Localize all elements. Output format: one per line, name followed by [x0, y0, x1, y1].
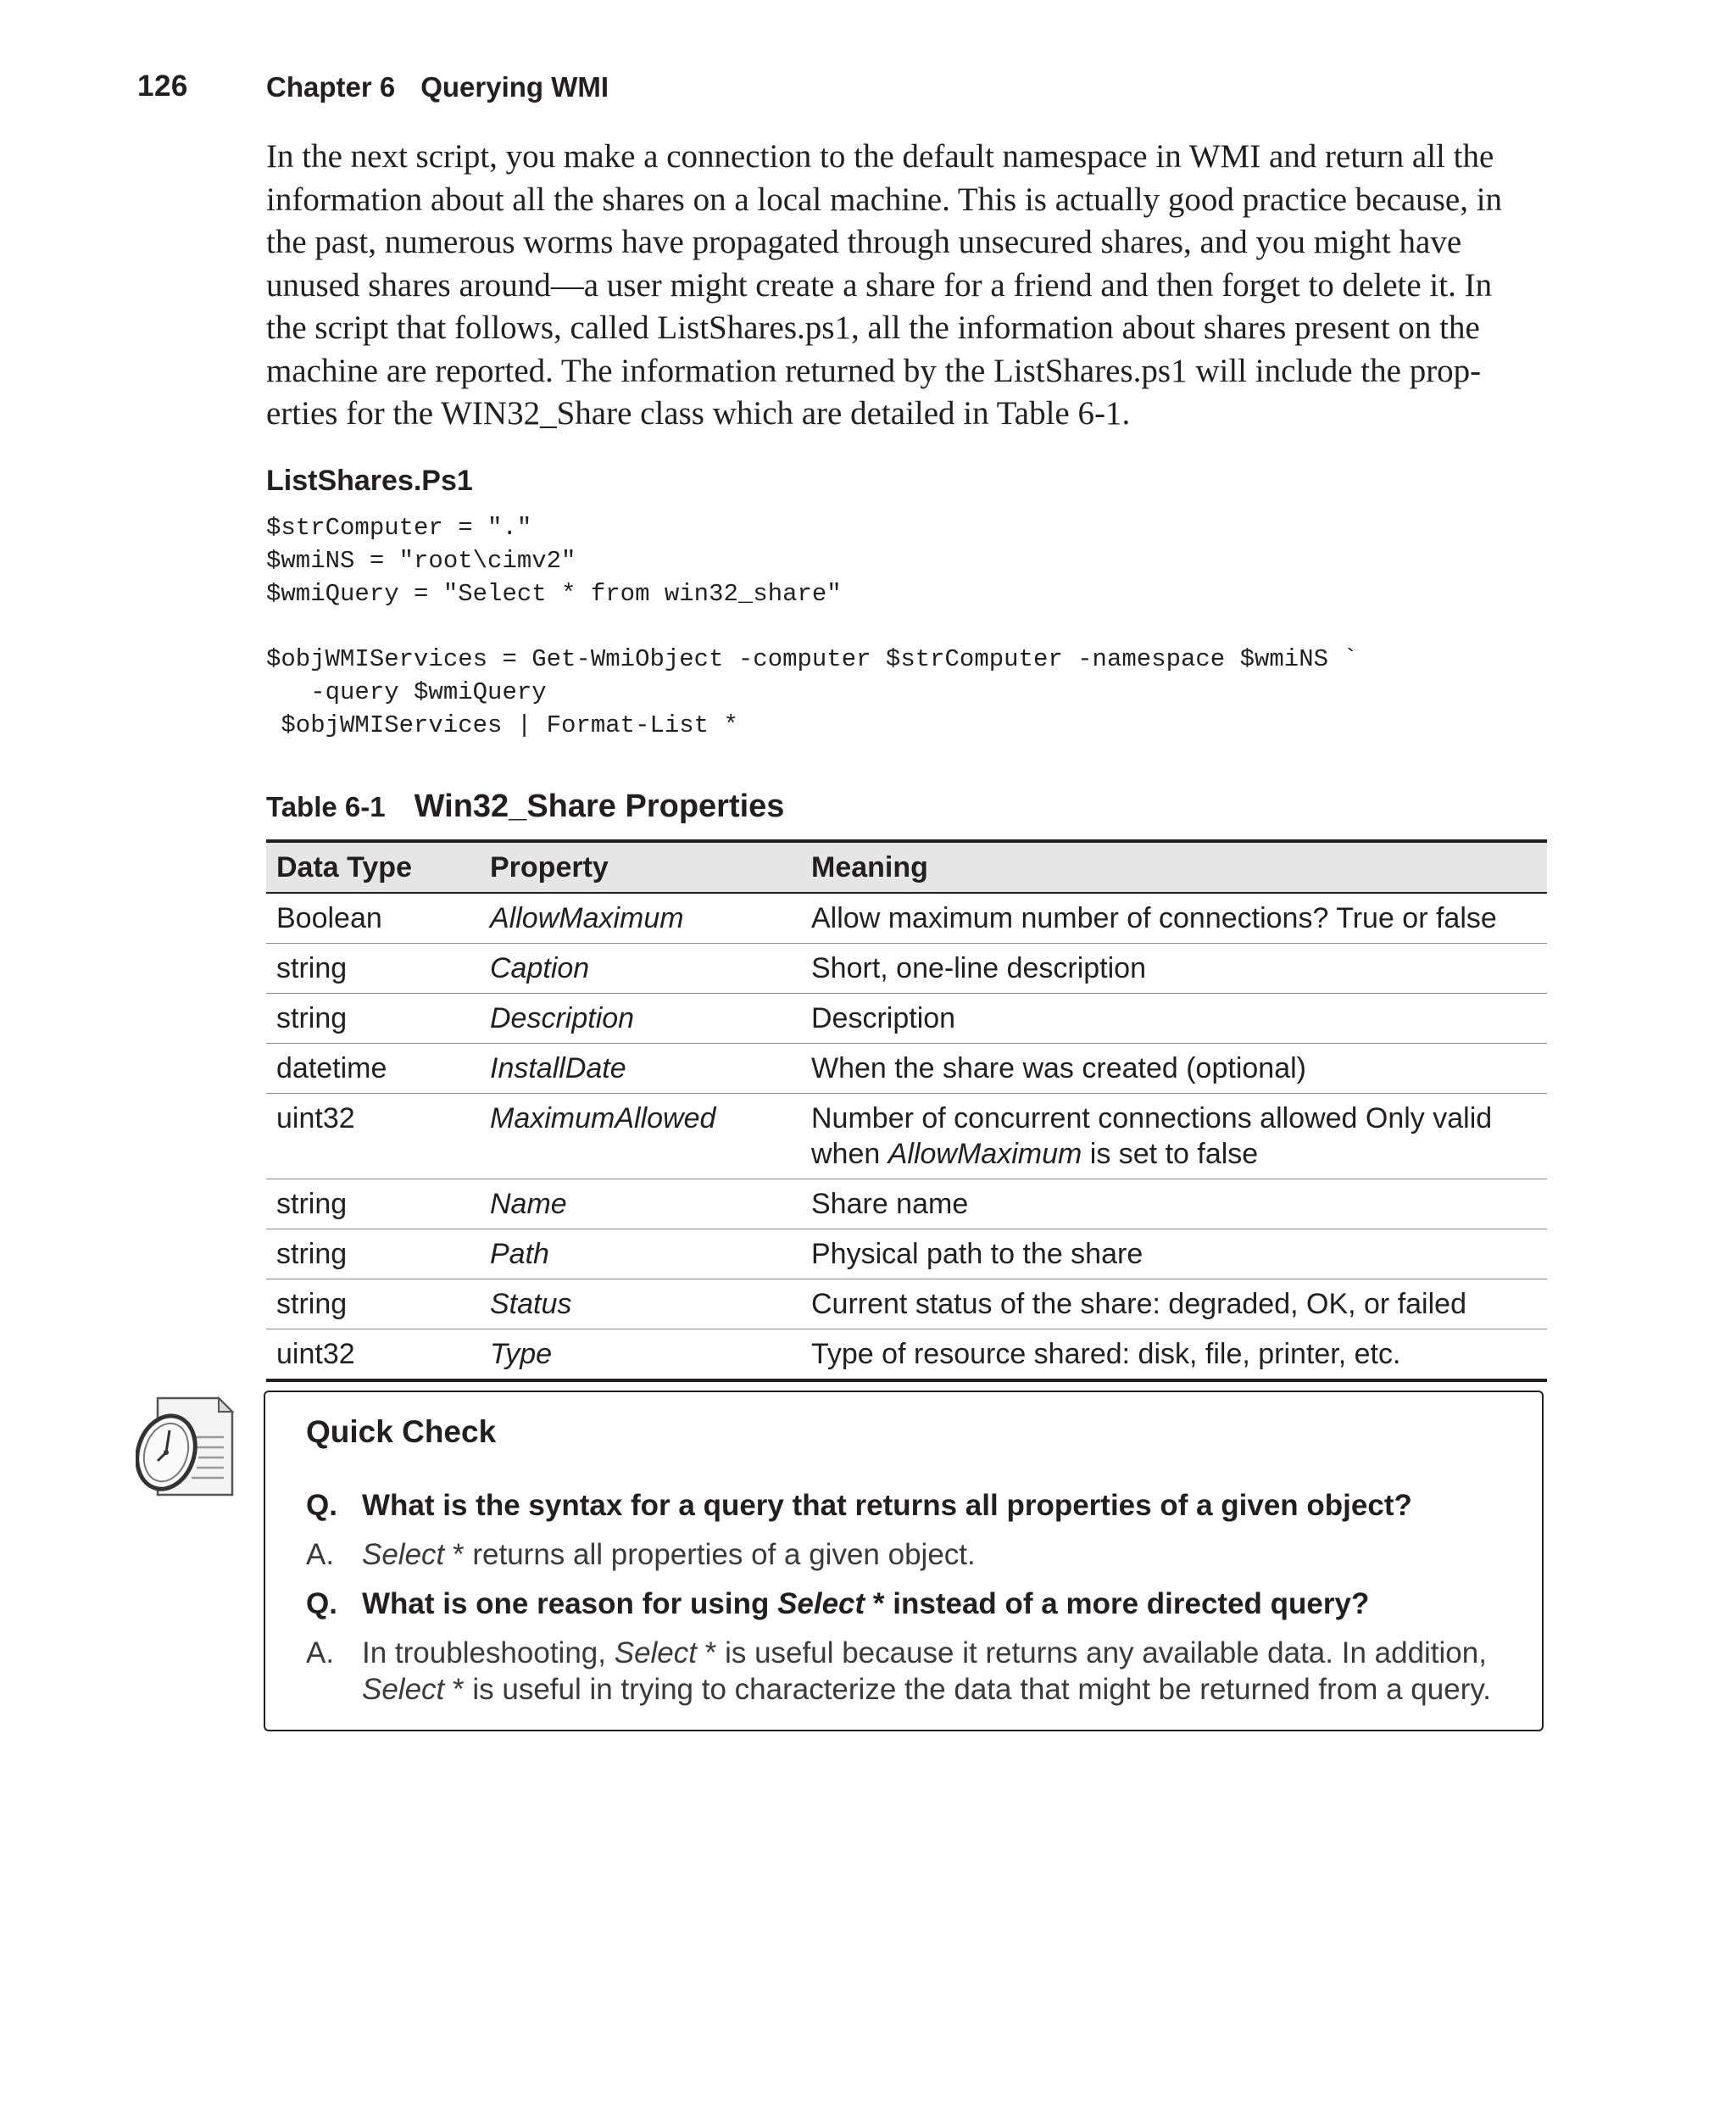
table-row: [266, 1044, 1547, 1094]
code-listing-title: ListShares.Ps1: [266, 465, 473, 497]
table-row: [266, 944, 1547, 994]
code-line: $wmiNS = "root\cimv2": [266, 546, 576, 575]
question-label: Q.: [306, 1587, 337, 1620]
code-line: $objWMIServices | Format-List *: [266, 711, 738, 739]
properties-table: [266, 839, 1547, 1382]
cell-type: Boolean: [266, 893, 480, 944]
answer-em: Select: [362, 1538, 445, 1571]
meaning-post: is set to false: [1082, 1138, 1259, 1170]
cell-meaning: Current status of the share: degraded, OK, or failed: [801, 1279, 1547, 1329]
stopwatch-document-icon: [136, 1395, 237, 1501]
code-line: $strComputer = ".": [266, 514, 532, 542]
cell-meaning: When the share was created (optional): [801, 1044, 1547, 1094]
table-row: [266, 994, 1547, 1044]
meaning-pre: when: [811, 1138, 888, 1170]
answer-text: [362, 1635, 1532, 1708]
cell-type: uint32: [266, 1094, 480, 1179]
intro-line: unused shares around—a user might create a share for a friend and then forget to delete it. In: [266, 266, 1493, 304]
table-row: [266, 1229, 1547, 1279]
question-em: Select: [777, 1587, 865, 1620]
answer-pre: In troubleshooting,: [362, 1636, 615, 1669]
table-row: [266, 893, 1547, 944]
answer-label: A.: [306, 1538, 335, 1571]
answer-line-1: [362, 1635, 1532, 1671]
cell-type: string: [266, 944, 480, 994]
intro-line: the script that follows, called ListShares.ps1, all the information about shares present on the: [266, 309, 1480, 346]
question-label: Q.: [306, 1489, 337, 1522]
answer-line2-post: * is useful in trying to characterize the data that might be returned from a query.: [444, 1673, 1491, 1706]
table-title: Win32_Share Properties: [414, 789, 785, 824]
question-pre: What is one reason for using: [362, 1587, 778, 1620]
intro-line: In the next script, you make a connection to the default namespace in WMI and return all the: [266, 138, 1494, 175]
code-listing: [266, 512, 1358, 743]
page-number: 126: [137, 70, 188, 103]
cell-property: Description: [480, 994, 801, 1044]
answer-label: A.: [306, 1636, 335, 1669]
intro-paragraph: [266, 136, 1548, 436]
header-property: Property: [480, 841, 801, 893]
table-row: [266, 1329, 1547, 1381]
answer-text: [362, 1536, 1532, 1573]
cell-meaning: Description: [801, 994, 1547, 1044]
cell-property: AllowMaximum: [480, 893, 801, 944]
code-line: $wmiQuery = "Select * from win32_share": [266, 579, 842, 608]
chapter-label: Chapter 6: [266, 71, 396, 103]
intro-line: the past, numerous worms have propagated through unsecured shares, and you might have: [266, 224, 1462, 260]
quick-check-title: Quick Check: [306, 1414, 497, 1449]
header-meaning: Meaning: [801, 841, 1547, 893]
running-head: [266, 71, 609, 103]
quick-check-box: [264, 1391, 1544, 1731]
cell-property: Type: [480, 1329, 801, 1381]
answer-line-2: [362, 1671, 1532, 1708]
cell-meaning: Physical path to the share: [801, 1229, 1547, 1279]
question-text: [362, 1586, 1532, 1622]
cell-type: string: [266, 1229, 480, 1279]
question-post: * instead of a more directed query?: [865, 1587, 1370, 1620]
intro-line: machine are reported. The information returned by the ListShares.ps1 will include the prop-: [266, 352, 1482, 389]
cell-property: Path: [480, 1229, 801, 1279]
cell-meaning: Allow maximum number of connections? True or false: [801, 893, 1547, 944]
cell-meaning: Short, one-line description: [801, 944, 1547, 994]
cell-property: Name: [480, 1179, 801, 1229]
cell-type: datetime: [266, 1044, 480, 1094]
cell-property: MaximumAllowed: [480, 1094, 801, 1179]
chapter-title: Querying WMI: [420, 71, 609, 103]
question-text: What is the syntax for a query that returns all properties of a given object?: [362, 1489, 1412, 1522]
meaning-line-1: Number of concurrent connections allowed Only valid: [811, 1102, 1493, 1134]
header-data-type: Data Type: [266, 841, 480, 893]
cell-meaning: [801, 1094, 1547, 1179]
answer-post: * is useful because it returns any available data. In addition,: [697, 1636, 1487, 1669]
intro-line: information about all the shares on a local machine. This is actually good practice because, in: [266, 181, 1503, 218]
cell-property: Caption: [480, 944, 801, 994]
meaning-em: AllowMaximum: [887, 1138, 1082, 1170]
intro-line: erties for the WIN32_Share class which are detailed in Table 6-1.: [266, 395, 1131, 432]
table-row: [266, 1094, 1547, 1179]
cell-type: string: [266, 994, 480, 1044]
answer-rest: * returns all properties of a given object.: [444, 1538, 976, 1571]
code-line: -query $wmiQuery: [266, 677, 547, 706]
cell-property: InstallDate: [480, 1044, 801, 1094]
cell-meaning: Type of resource shared: disk, file, printer, etc.: [801, 1329, 1547, 1381]
table-row: [266, 1179, 1547, 1229]
answer-em: Select: [614, 1636, 697, 1669]
table-number: Table 6-1: [266, 791, 386, 822]
code-line: [266, 610, 1358, 644]
cell-type: string: [266, 1279, 480, 1329]
cell-type: uint32: [266, 1329, 480, 1381]
table-caption: [266, 789, 784, 825]
cell-meaning: Share name: [801, 1179, 1547, 1229]
table-row: [266, 1279, 1547, 1329]
cell-property: Status: [480, 1279, 801, 1329]
table-header-row: [266, 841, 1547, 893]
answer-line2-em: Select: [362, 1673, 445, 1706]
code-line: $objWMIServices = Get-WmiObject -computer $strComputer -namespace $wmiNS `: [266, 645, 1358, 674]
cell-type: string: [266, 1179, 480, 1229]
